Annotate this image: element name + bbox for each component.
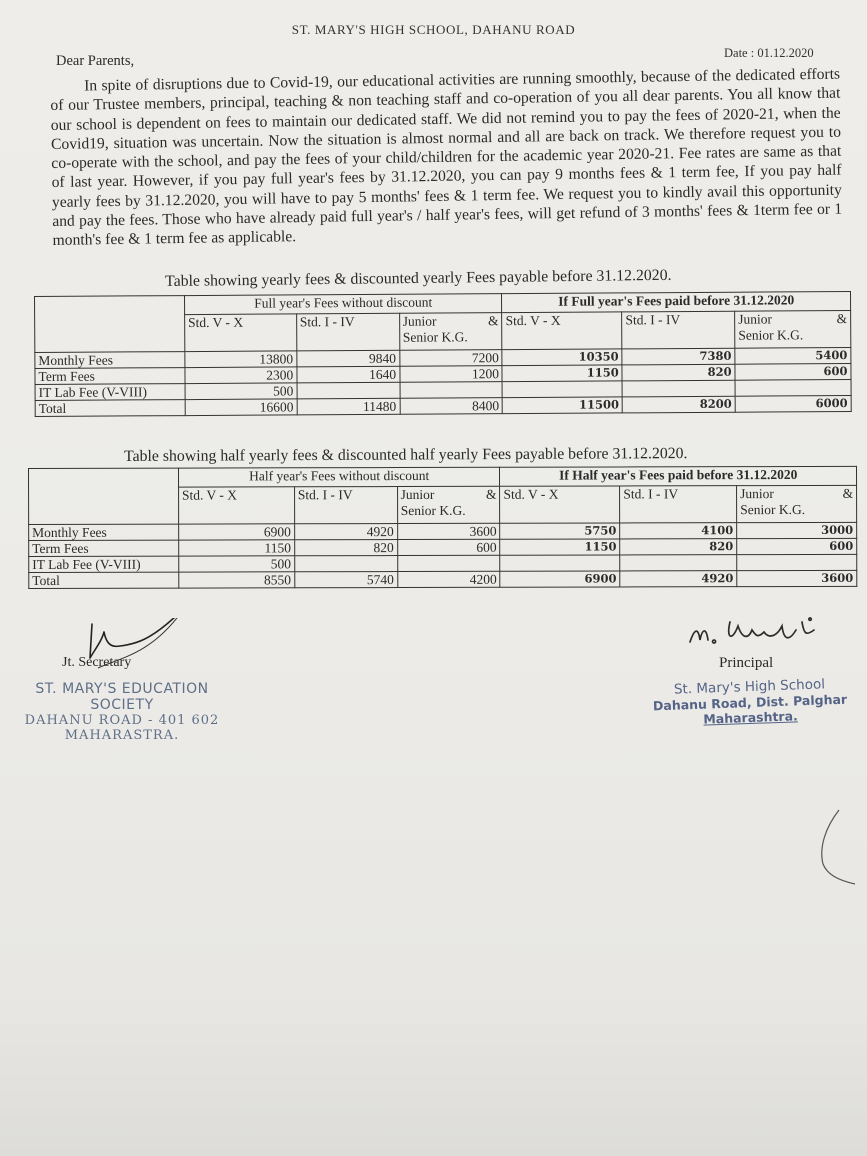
row-label: Total <box>35 400 185 417</box>
pen-mark <box>815 808 867 888</box>
table-cell: 500 <box>185 383 297 400</box>
table-cell: 8400 <box>400 398 503 415</box>
school-header: ST. MARY'S HIGH SCHOOL, DAHANU ROAD <box>291 22 576 37</box>
secretary-title: Jt. Secretary <box>62 655 132 670</box>
school-stamp: St. Mary's High School Dahanu Road, Dist. Palghar Maharashtra. <box>652 676 848 727</box>
table-cell: 13800 <box>185 351 297 368</box>
column-header: Std. V - X <box>502 312 622 350</box>
table-cell: 8200 <box>622 396 735 413</box>
table-cell: 11480 <box>297 398 400 415</box>
letter-date: Date : 01.12.2020 <box>724 46 814 60</box>
group-header: If Half year's Fees paid before 31.12.2020 <box>500 466 857 486</box>
table-cell: 1150 <box>502 365 622 382</box>
group-header: If Full year's Fees paid before 31.12.2020 <box>502 292 851 313</box>
column-header: Std. V - X <box>185 314 297 352</box>
table-cell: 7380 <box>622 348 735 365</box>
table-cell: 4920 <box>294 524 397 540</box>
column-header: Std. V - X <box>500 486 620 523</box>
half-table-caption: Table showing half yearly fees & discounted half yearly Fees payable before 31.12.2020. <box>124 445 688 465</box>
principal-signature <box>686 612 836 654</box>
salutation: Dear Parents, <box>56 53 135 69</box>
table-cell: 1640 <box>297 366 400 383</box>
yearly-fees-table <box>34 291 852 417</box>
column-header: Std. V - X <box>178 487 294 524</box>
yearly-table-caption: Table showing yearly fees & discounted yearly Fees payable before 31.12.2020. <box>165 266 672 290</box>
row-label: Monthly Fees <box>35 352 185 369</box>
table-cell: 500 <box>179 556 295 572</box>
row-label: Term Fees <box>35 368 185 385</box>
half-yearly-fees-table <box>28 466 857 589</box>
column-header: Junior & Senior K.G. <box>399 313 502 351</box>
column-header: Std. I - IV <box>296 313 399 351</box>
table-corner <box>29 468 179 524</box>
table-cell: 820 <box>622 364 735 381</box>
table-cell: 600 <box>397 539 500 555</box>
table-cell: 3600 <box>737 570 857 586</box>
table-cell: 7200 <box>399 350 502 367</box>
column-header: Std. I - IV <box>622 311 735 349</box>
table-cell: 5750 <box>500 523 620 539</box>
letter-body-text: In spite of disruptions due to Covid-19, our educational activities are running smoothly, because of the dedicated efforts of our Trustee members, principal, teaching & non teaching staff and co-operation of you all dear parents. You all know that our school is dependent on fees to maintain our dedicated staff. We did not remind you to pay the fees of 2020-21, when the Covid19, situation was uncertain. Now the situation is almost normal and all are back on track. We therefore request you to co-operate with the school, and pay the fees of your child/children for the academic year 2020-21. Fee rates are same as that of last year. However, if you pay full year's fees by 31.12.2020, you can pay 9 months fees & 1 term fee, If you pay half yearly fees by 31.12.2020, you will have to pay 5 months' fees & 1 term fee. We request you to kindly avail this opportunity and pay the fees. Those who have already paid full year's / half year's fees, will get refund of 3 months' fees & 1term fee or 1 month's fee & 1 term fee as applicable. <box>50 65 843 250</box>
table-cell: 820 <box>620 539 737 555</box>
letter-body <box>50 65 843 251</box>
row-label: Monthly Fees <box>29 524 179 540</box>
column-header: Junior & Senior K.G. <box>735 311 851 349</box>
table-cell: 6900 <box>179 524 295 540</box>
table-cell: 9840 <box>297 350 400 367</box>
table-cell: 16600 <box>185 399 297 416</box>
table-cell: 820 <box>294 540 397 556</box>
table-cell: 8550 <box>179 572 295 588</box>
principal-title: Principal <box>719 655 774 671</box>
society-stamp: ST. MARY'S EDUCATION SOCIETY DAHANU ROAD - 401 602 MAHARASTRA. <box>24 681 220 743</box>
group-header: Full year's Fees without discount <box>184 294 502 315</box>
table-cell: 10350 <box>502 349 622 366</box>
table-cell: 4920 <box>620 571 737 587</box>
table-cell: 5400 <box>735 348 851 365</box>
table-row <box>29 522 857 540</box>
column-header: Std. I - IV <box>294 487 397 524</box>
table-row <box>29 570 857 588</box>
table-cell: 11500 <box>503 397 623 414</box>
table-cell: 3000 <box>737 522 857 538</box>
table-cell: 5740 <box>295 572 398 588</box>
table-cell: 600 <box>737 538 857 554</box>
row-label: IT Lab Fee (V-VIII) <box>29 556 179 572</box>
table-cell: 6000 <box>735 396 851 413</box>
table-cell: 1150 <box>500 539 620 555</box>
table-cell: 4100 <box>620 523 737 539</box>
row-label: Total <box>29 572 179 588</box>
table-cell: 3600 <box>397 523 500 539</box>
table-cell: 1200 <box>400 366 503 383</box>
row-label: Term Fees <box>29 540 179 556</box>
column-header: Junior & Senior K.G. <box>397 486 500 523</box>
table-cell: 2300 <box>185 367 297 384</box>
table-cell: 4200 <box>397 571 500 587</box>
group-header: Half year's Fees without discount <box>178 467 500 487</box>
column-header: Junior & Senior K.G. <box>737 485 857 522</box>
table-cell: 600 <box>735 364 851 381</box>
table-row <box>29 538 857 556</box>
table-cell: 6900 <box>500 571 620 587</box>
table-cell: 1150 <box>179 540 295 556</box>
column-header: Std. I - IV <box>620 486 737 523</box>
row-label: IT Lab Fee (V-VIII) <box>35 384 185 401</box>
table-corner <box>35 296 185 353</box>
